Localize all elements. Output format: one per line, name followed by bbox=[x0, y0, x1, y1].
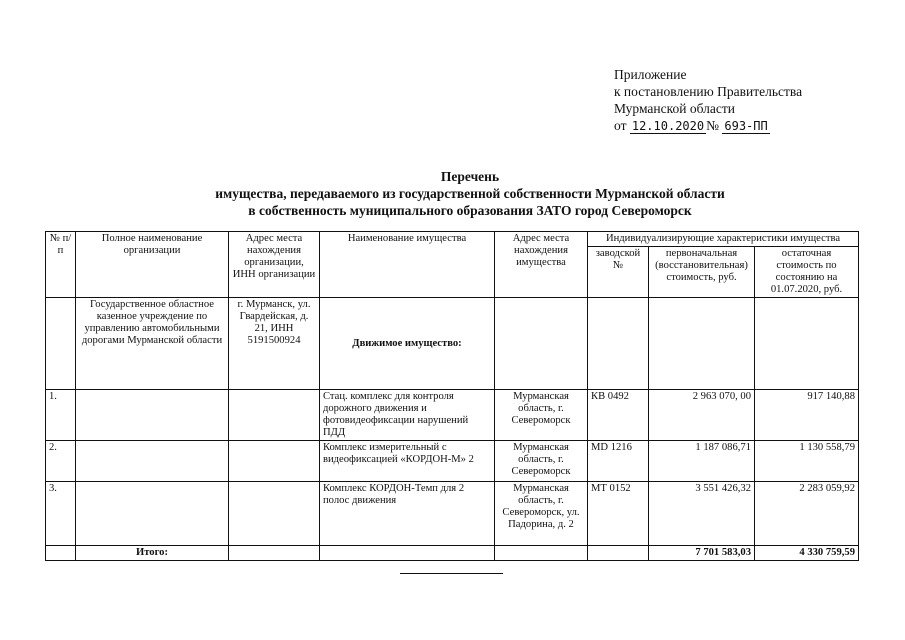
org-empty-3 bbox=[649, 298, 755, 390]
date-prefix: от bbox=[614, 118, 627, 133]
row-empty-org bbox=[76, 482, 229, 546]
appendix-date-line bbox=[614, 117, 802, 135]
appendix-line-1: Приложение bbox=[614, 67, 687, 82]
org-empty-4 bbox=[755, 298, 859, 390]
row-name: Комплекс измерительный с видеофиксацией «КОРДОН-М» 2 bbox=[320, 441, 495, 482]
table-row bbox=[46, 482, 859, 546]
property-table bbox=[45, 231, 859, 561]
header-num: № п/п bbox=[46, 232, 76, 298]
total-empty-num bbox=[46, 546, 76, 561]
header-group: Индивидуализирующие характеристики имущества bbox=[588, 232, 859, 247]
row-residual: 917 140,88 bbox=[755, 390, 859, 441]
org-name: Государственное областное казенное учреждение по управлению автомобильными дорогами Мурманской области bbox=[76, 298, 229, 390]
header-org: Полное наименование организации bbox=[76, 232, 229, 298]
row-name: Комплекс КОРДОН-Темп для 2 полос движения bbox=[320, 482, 495, 546]
header-prop-name: Наименование имущества bbox=[320, 232, 495, 298]
row-address: Мурманская область, г. Североморск bbox=[495, 390, 588, 441]
row-empty-org bbox=[76, 390, 229, 441]
title-line-2: имущества, передаваемого из государственной собственности Мурманской области bbox=[215, 186, 725, 201]
row-initial: 2 963 070, 00 bbox=[649, 390, 755, 441]
org-row bbox=[46, 298, 859, 390]
table-row bbox=[46, 441, 859, 482]
footer-divider bbox=[400, 573, 503, 574]
total-label: Итого: bbox=[76, 546, 229, 561]
row-name: Стац. комплекс для контроля дорожного движения и фотовидеофиксации нарушений ПДД bbox=[320, 390, 495, 441]
row-serial: MD 1216 bbox=[588, 441, 649, 482]
header-prop-addr: Адрес места нахождения имущества bbox=[495, 232, 588, 298]
title-line-3: в собственность муниципального образования ЗАТО город Североморск bbox=[248, 203, 692, 218]
row-address: Мурманская область, г. Североморск, ул. Падорина, д. 2 bbox=[495, 482, 588, 546]
total-empty-3 bbox=[495, 546, 588, 561]
total-empty-4 bbox=[588, 546, 649, 561]
header-row-1 bbox=[46, 232, 859, 247]
org-num bbox=[46, 298, 76, 390]
total-empty-1 bbox=[229, 546, 320, 561]
number-value: 693-ПП bbox=[724, 119, 768, 133]
row-residual: 1 130 558,79 bbox=[755, 441, 859, 482]
row-empty-addr bbox=[229, 441, 320, 482]
table-row bbox=[46, 390, 859, 441]
document-title bbox=[150, 168, 790, 219]
total-initial: 7 701 583,03 bbox=[649, 546, 755, 561]
org-address: г. Мурманск, ул. Гвардейская, д. 21, ИНН 5191500924 bbox=[229, 298, 320, 390]
org-empty-1 bbox=[495, 298, 588, 390]
title-line-1: Перечень bbox=[440, 169, 500, 184]
total-residual: 4 330 759,59 bbox=[755, 546, 859, 561]
row-residual: 2 283 059,92 bbox=[755, 482, 859, 546]
appendix-line-2: к постановлению Правительства bbox=[614, 84, 803, 99]
appendix-line-3: Мурманской области bbox=[614, 101, 735, 116]
row-num: 2. bbox=[46, 441, 76, 482]
row-address: Мурманская область, г. Североморск bbox=[495, 441, 588, 482]
total-empty-2 bbox=[320, 546, 495, 561]
org-empty-2 bbox=[588, 298, 649, 390]
row-num: 1. bbox=[46, 390, 76, 441]
row-empty-org bbox=[76, 441, 229, 482]
header-residual: остаточная стоимость по состоянию на 01.07.2020, руб. bbox=[755, 247, 859, 298]
header-initial: первоначальная (восстановительная) стоимость, руб. bbox=[649, 247, 755, 298]
row-serial: МТ 0152 bbox=[588, 482, 649, 546]
row-empty-addr bbox=[229, 482, 320, 546]
header-org-addr: Адрес места нахождения организации, ИНН организации bbox=[229, 232, 320, 298]
number-prefix: № bbox=[706, 118, 719, 133]
row-initial: 3 551 426,32 bbox=[649, 482, 755, 546]
date-value: 12.10.2020 bbox=[631, 119, 705, 133]
row-num: 3. bbox=[46, 482, 76, 546]
movable-property-label: Движимое имущество: bbox=[320, 298, 495, 390]
header-serial: заводской № bbox=[588, 247, 649, 298]
row-initial: 1 187 086,71 bbox=[649, 441, 755, 482]
row-empty-addr bbox=[229, 390, 320, 441]
appendix-block bbox=[614, 66, 802, 135]
row-serial: КВ 0492 bbox=[588, 390, 649, 441]
total-row bbox=[46, 546, 859, 561]
